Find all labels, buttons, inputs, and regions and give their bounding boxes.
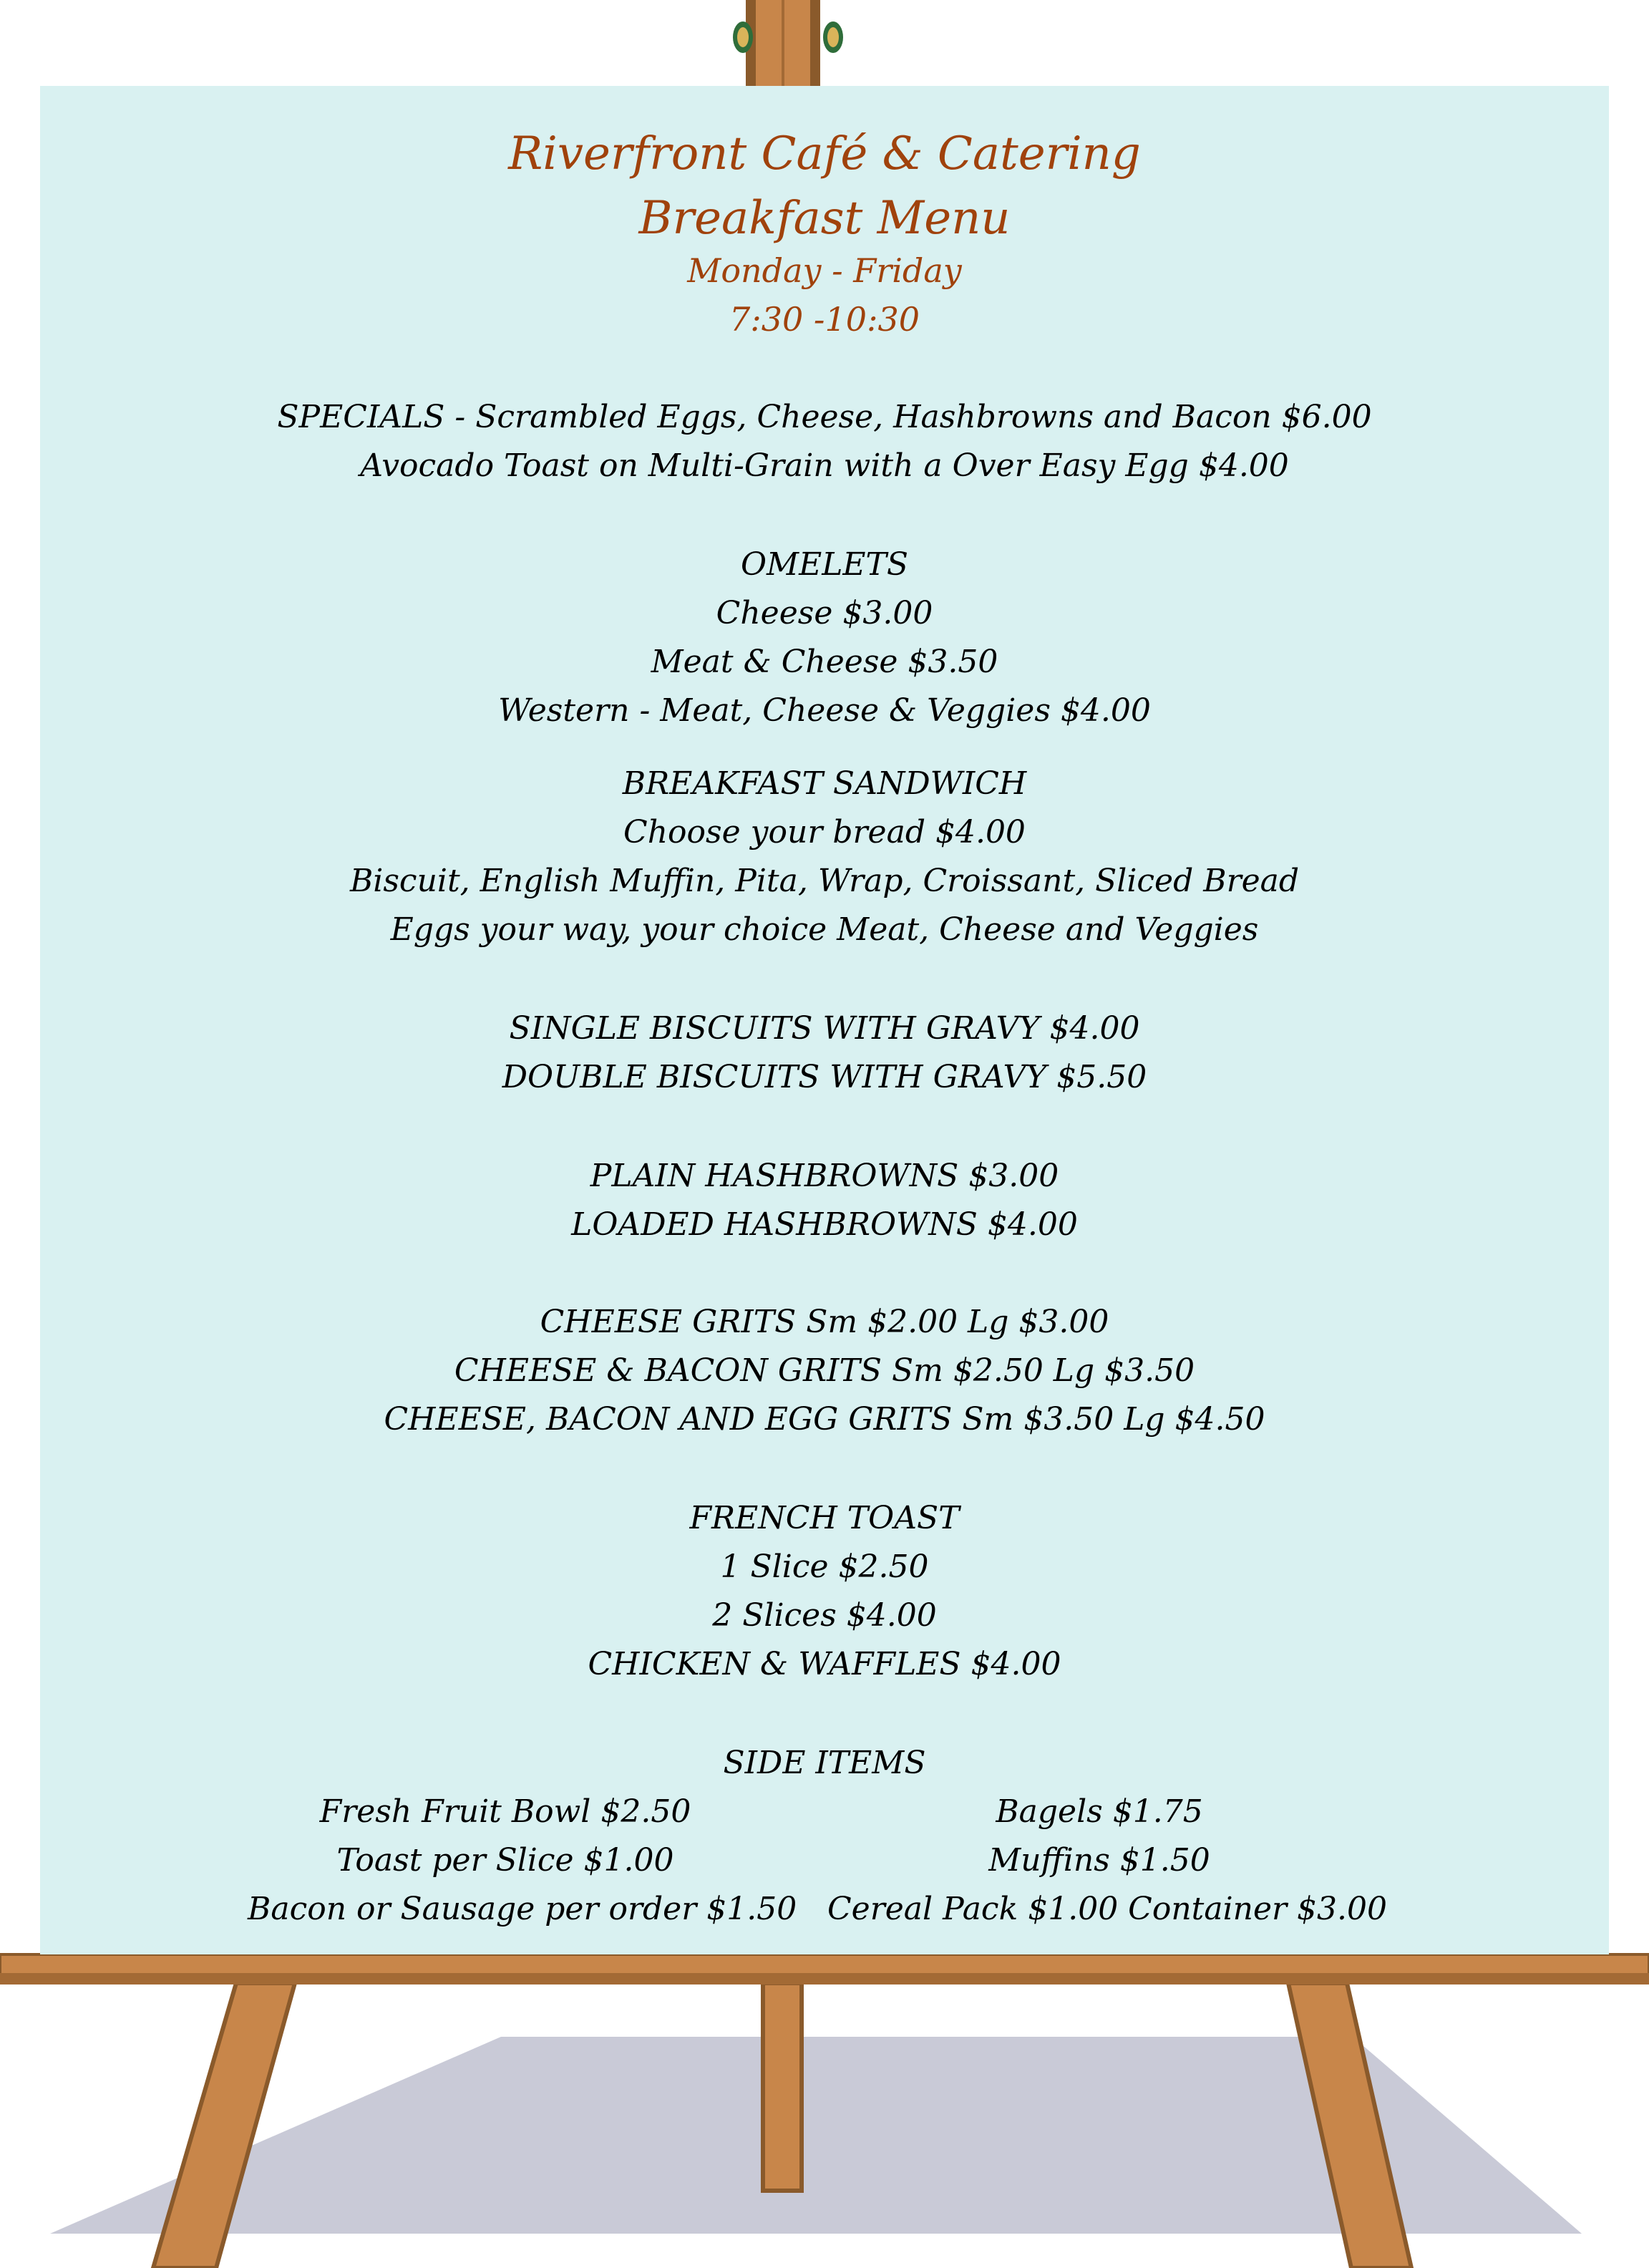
menu-item: Meat & Cheese $3.50 <box>651 644 998 680</box>
menu-item: 1 Slice $2.50 <box>720 1549 929 1585</box>
side-item: Bacon or Sausage per order $1.50 <box>248 1891 797 1927</box>
french-toast-header: FRENCH TOAST <box>689 1500 960 1536</box>
menu-item: Cheese $3.00 <box>716 595 933 631</box>
menu-item: CHEESE & BACON GRITS Sm $2.50 Lg $3.50 <box>454 1352 1195 1389</box>
menu-item: CHEESE, BACON AND EGG GRITS Sm $3.50 Lg $4.50 <box>384 1401 1265 1438</box>
easel-ledge <box>0 1954 1649 1984</box>
sides-header: SIDE ITEMS <box>723 1745 926 1781</box>
menu-item: 2 Slices $4.00 <box>712 1597 937 1634</box>
sandwich-header: BREAKFAST SANDWICH <box>622 765 1027 802</box>
side-item: Bagels $1.75 <box>996 1793 1203 1830</box>
menu-item: Biscuit, English Muffin, Pita, Wrap, Croissant, Sliced Bread <box>349 863 1300 899</box>
menu-item: Western - Meat, Cheese & Veggies $4.00 <box>498 692 1151 729</box>
menu-item: SINGLE BISCUITS WITH GRAVY $4.00 <box>509 1010 1140 1047</box>
side-item: Fresh Fruit Bowl $2.50 <box>319 1793 691 1830</box>
menu-item: LOADED HASHBROWNS $4.00 <box>571 1206 1078 1243</box>
menu-item: CHICKEN & WAFFLES $4.00 <box>588 1646 1061 1682</box>
menu-item: CHEESE GRITS Sm $2.00 Lg $3.00 <box>540 1304 1109 1340</box>
menu-item: Choose your bread $4.00 <box>623 814 1026 850</box>
easel-top-post <box>746 0 820 89</box>
side-item: Muffins $1.50 <box>988 1842 1210 1879</box>
specials-line: SPECIALS - Scrambled Eggs, Cheese, Hashbrowns and Bacon $6.00 <box>277 399 1372 435</box>
menu-item: Eggs your way, your choice Meat, Cheese and Veggies <box>390 911 1259 948</box>
side-item: Cereal Pack $1.00 Container $3.00 <box>827 1891 1388 1927</box>
menu-title: Riverfront Café & Catering <box>508 127 1141 180</box>
omelets-header: OMELETS <box>740 546 909 583</box>
side-item: Toast per Slice $1.00 <box>336 1842 674 1879</box>
menu-subtitle: Breakfast Menu <box>638 192 1011 245</box>
menu-item: PLAIN HASHBROWNS $3.00 <box>590 1158 1059 1194</box>
menu-item: DOUBLE BISCUITS WITH GRAVY $5.50 <box>502 1059 1147 1095</box>
menu-hours: 7:30 -10:30 <box>729 300 920 339</box>
specials-line: Avocado Toast on Multi-Grain with a Over Easy Egg $4.00 <box>360 447 1289 484</box>
menu-days: Monday - Friday <box>687 251 962 290</box>
menu-board <box>40 86 1609 1954</box>
